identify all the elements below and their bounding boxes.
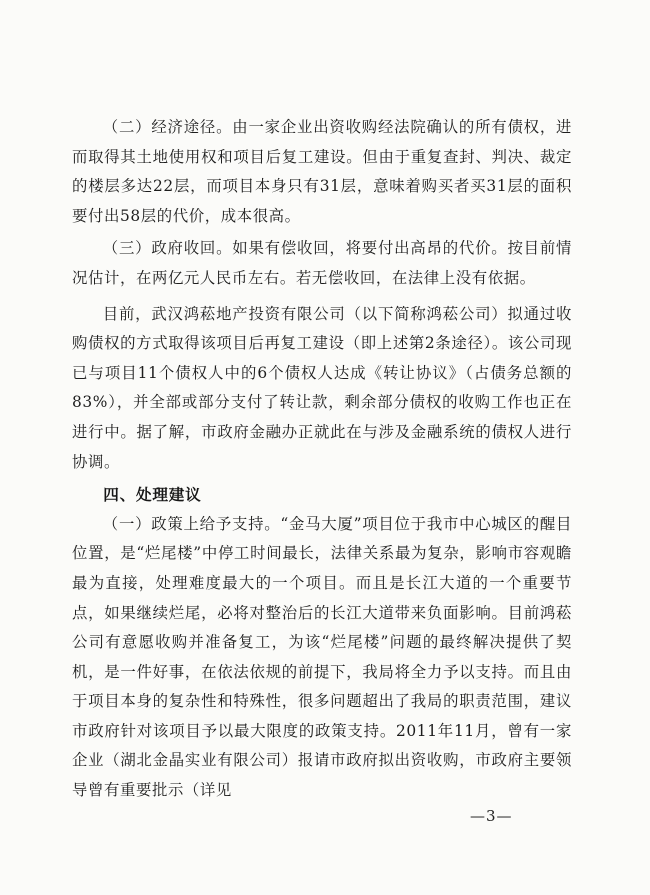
paragraph-government-recovery: （三）政府收回。如果有偿收回，将要付出高昂的代价。按目前情况估计，在两亿元人民币左右。若无偿收回，在法律上没有依据。 [72,239,572,287]
paragraph-policy-support: （一）政策上给予支持。“金马大厦”项目位于我市中心城区的醒目位置，是“烂尾楼”中停工时间最长，法律关系最为复杂，影响市容观瞻最为直接，处理难度最大的一个项目。而且是长江大道的一个重要节点，如果继续烂尾，必将对整治后的长江大道带来负面影响。目前鸿菘公司有意愿收购并准备复工，为该“烂尾楼”问题的最终解决提供了契机，是一件好事，在依法依规的前提下，我局将全力予以支持。而且由于项目本身的复杂性和特殊性，很多问题超出了我局的职责范围，建议市政府针对该项目予以最大限度的政策支持。2011年11月，曾有一家企业（湖北金晶实业有限公司）报请市政府拟出资收购，市政府主要领导曾有重要批示（详见 [72,514,572,800]
section-heading: 四、处理建议 [103,485,202,505]
document-body [72,113,572,806]
paragraph-economic-approach: （二）经济途径。由一家企业出资收购经法院确认的所有债权，进而取得其土地使用权和项目后复工建设。但由于重复查封、判决、裁定的楼层多达22层，而项目本身只有31层，意味着购买者买31层的面积要付出58层的代价，成本很高。 [72,118,572,225]
page-number: —3— [470,807,513,825]
paragraph-current-status: 目前，武汉鸿菘地产投资有限公司（以下简称鸿菘公司）拟通过收购债权的方式取得该项目后再复工建设（即上述第2条途径）。该公司现已与项目11个债权人中的6个债权人达成《转让协议》（占债务总额的83%），并全部或部分支付了转让款，剩余部分债权的收购工作也正在进行中。据了解，市政府金融办正就此在与涉及金融系统的债权人进行协调。 [72,304,572,471]
